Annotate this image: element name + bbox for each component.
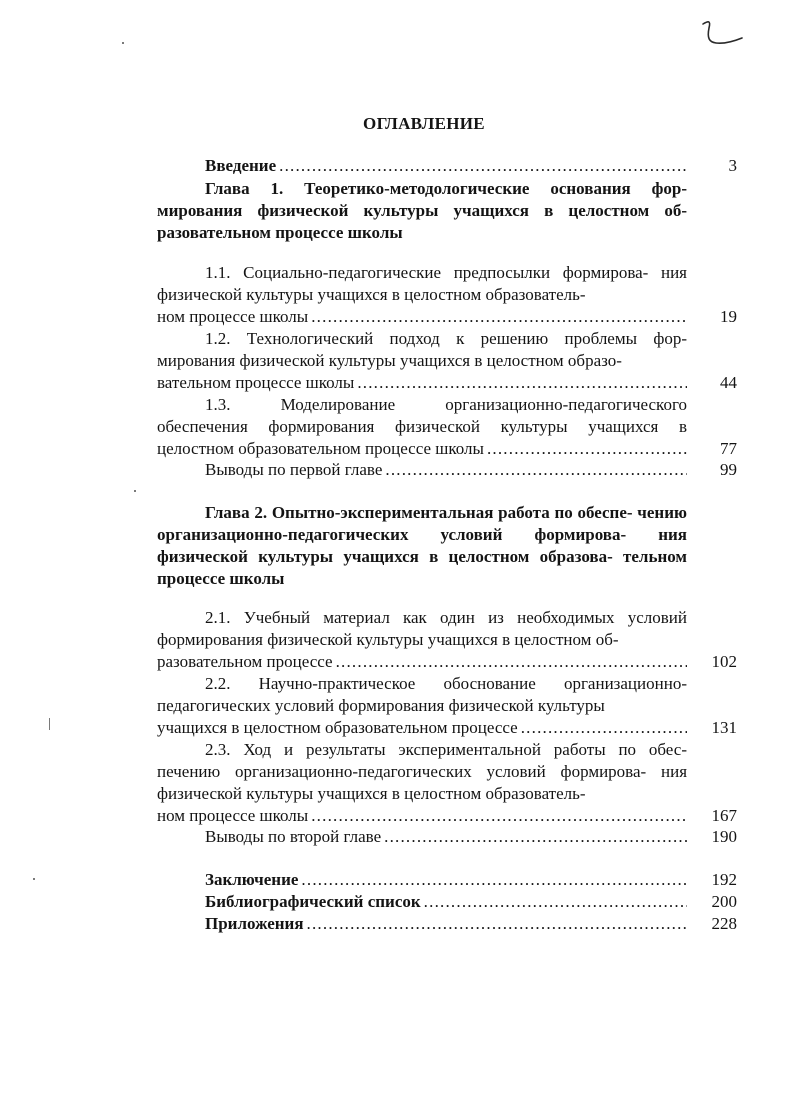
- leader-dots: [307, 913, 687, 935]
- scan-speck: [122, 42, 124, 44]
- toc-page-number: 228: [711, 914, 737, 933]
- toc-page-number: 192: [711, 870, 737, 889]
- toc-section-2-1: [157, 607, 687, 651]
- toc-page-number: 77: [720, 439, 737, 458]
- section-line: печению организационно-педагогических условий формирова-: [157, 762, 647, 781]
- heading-line: чению организационно-педагогических условий формирова-: [157, 503, 687, 544]
- toc-entry-label: Выводы по первой главе: [205, 460, 383, 479]
- section-line: 1.2. Технологический подход к решению проблемы фор-: [205, 329, 687, 348]
- toc-page-number: 102: [711, 652, 737, 671]
- toc-page-number: 3: [728, 156, 737, 175]
- section-line: ном процессе школы: [157, 307, 309, 326]
- section-line: обеспечения формирования физической культуры учащихся в: [157, 417, 687, 436]
- leader-dots: [424, 891, 687, 913]
- scan-speck: [49, 718, 50, 730]
- toc-section-1-1: [157, 262, 687, 306]
- toc-entry-label: Заключение: [205, 870, 299, 889]
- leader-dots: [385, 459, 687, 481]
- toc-entry-introduction: [157, 155, 687, 177]
- toc-page-number: 99: [720, 460, 737, 479]
- toc-entry-chapter-2-conclusions: [157, 826, 687, 848]
- toc-section-2-3-last-line: [157, 805, 687, 827]
- toc-section-2-3: [157, 739, 687, 805]
- section-line: 2.3. Ход и результаты экспериментальной работы по обес-: [205, 740, 687, 759]
- toc-entry-bibliography: [157, 891, 687, 913]
- scan-speck: [33, 878, 35, 880]
- toc-page-number: 190: [711, 827, 737, 846]
- handwritten-page-mark: [700, 16, 744, 48]
- section-line: мирования физической культуры учащихся в целостном образо-: [157, 351, 622, 370]
- toc-section-1-2-last-line: [157, 372, 687, 394]
- toc-entry-conclusion: [157, 869, 687, 891]
- toc-section-2-2-last-line: [157, 717, 687, 739]
- toc-section-1-1-last-line: [157, 306, 687, 328]
- toc-page-number: 44: [720, 373, 737, 392]
- heading-line: ния физической культуры учащихся в целостном образова-: [157, 525, 687, 566]
- toc-entry-label: Приложения: [205, 914, 304, 933]
- leader-dots: [357, 372, 687, 394]
- toc-entry-chapter-1-conclusions: [157, 459, 687, 481]
- toc-entry-label: Библиографический список: [205, 892, 421, 911]
- leader-dots: [311, 306, 687, 328]
- toc-page-number: 200: [711, 892, 737, 911]
- toc-section-1-3-last-line: [157, 438, 687, 460]
- toc-section-1-3-line-2: [157, 416, 687, 438]
- toc-entry-appendices: [157, 913, 687, 935]
- section-line: 1.3. Моделирование организационно-педагогического: [205, 395, 687, 414]
- heading-line: тельном процессе школы: [157, 547, 688, 588]
- toc-section-2-2: [157, 673, 687, 717]
- toc-chapter-2-heading: [157, 502, 687, 590]
- section-line: вательном процессе школы: [157, 373, 355, 392]
- leader-dots: [384, 826, 687, 848]
- scan-speck: [134, 490, 136, 492]
- section-line: ния физической культуры учащихся в целостном образователь-: [157, 263, 687, 304]
- leader-dots: [311, 805, 687, 827]
- toc-page-number: 167: [711, 806, 737, 825]
- toc-section-1-3: [157, 394, 687, 416]
- heading-line: Глава 1. Теоретико-методологические основания фор-: [205, 179, 687, 198]
- leader-dots: [521, 717, 687, 739]
- leader-dots: [487, 438, 687, 460]
- leader-dots: [336, 651, 687, 673]
- toc-chapter-1-heading: [157, 178, 687, 244]
- section-line: разовательном процессе: [157, 652, 333, 671]
- toc-entry-label: Выводы по второй главе: [205, 827, 382, 846]
- toc-section-2-1-last-line: [157, 651, 687, 673]
- heading-line: Глава 2. Опытно-экспериментальная работа по обеспе-: [205, 503, 633, 522]
- page-title: ОГЛАВЛЕНИЕ: [363, 114, 485, 133]
- heading-line: разовательном процессе школы: [157, 223, 403, 242]
- heading-line: мирования физической культуры учащихся в целостном об-: [157, 201, 687, 220]
- leader-dots: [301, 869, 687, 891]
- section-line: ном процессе школы: [157, 806, 309, 825]
- section-line: формирования физической культуры учащихся в целостном об-: [157, 630, 619, 649]
- section-line: ния физической культуры учащихся в целостном образователь-: [157, 762, 688, 803]
- section-line: 2.2. Научно-практическое обоснование организационно-: [205, 674, 687, 693]
- section-line: 1.1. Социально-педагогические предпосылки формирова-: [205, 263, 649, 282]
- section-line: целостном образовательном процессе школы: [157, 439, 484, 458]
- section-line: учащихся в целостном образовательном процессе: [157, 718, 518, 737]
- leader-dots: [279, 155, 687, 177]
- toc-page-number: 131: [711, 718, 737, 737]
- toc-entry-label: Введение: [205, 156, 277, 175]
- section-line: 2.1. Учебный материал как один из необходимых условий: [205, 608, 687, 627]
- toc-section-1-2: [157, 328, 687, 372]
- section-line: педагогических условий формирования физической культуры: [157, 696, 605, 715]
- toc-page-number: 19: [720, 307, 737, 326]
